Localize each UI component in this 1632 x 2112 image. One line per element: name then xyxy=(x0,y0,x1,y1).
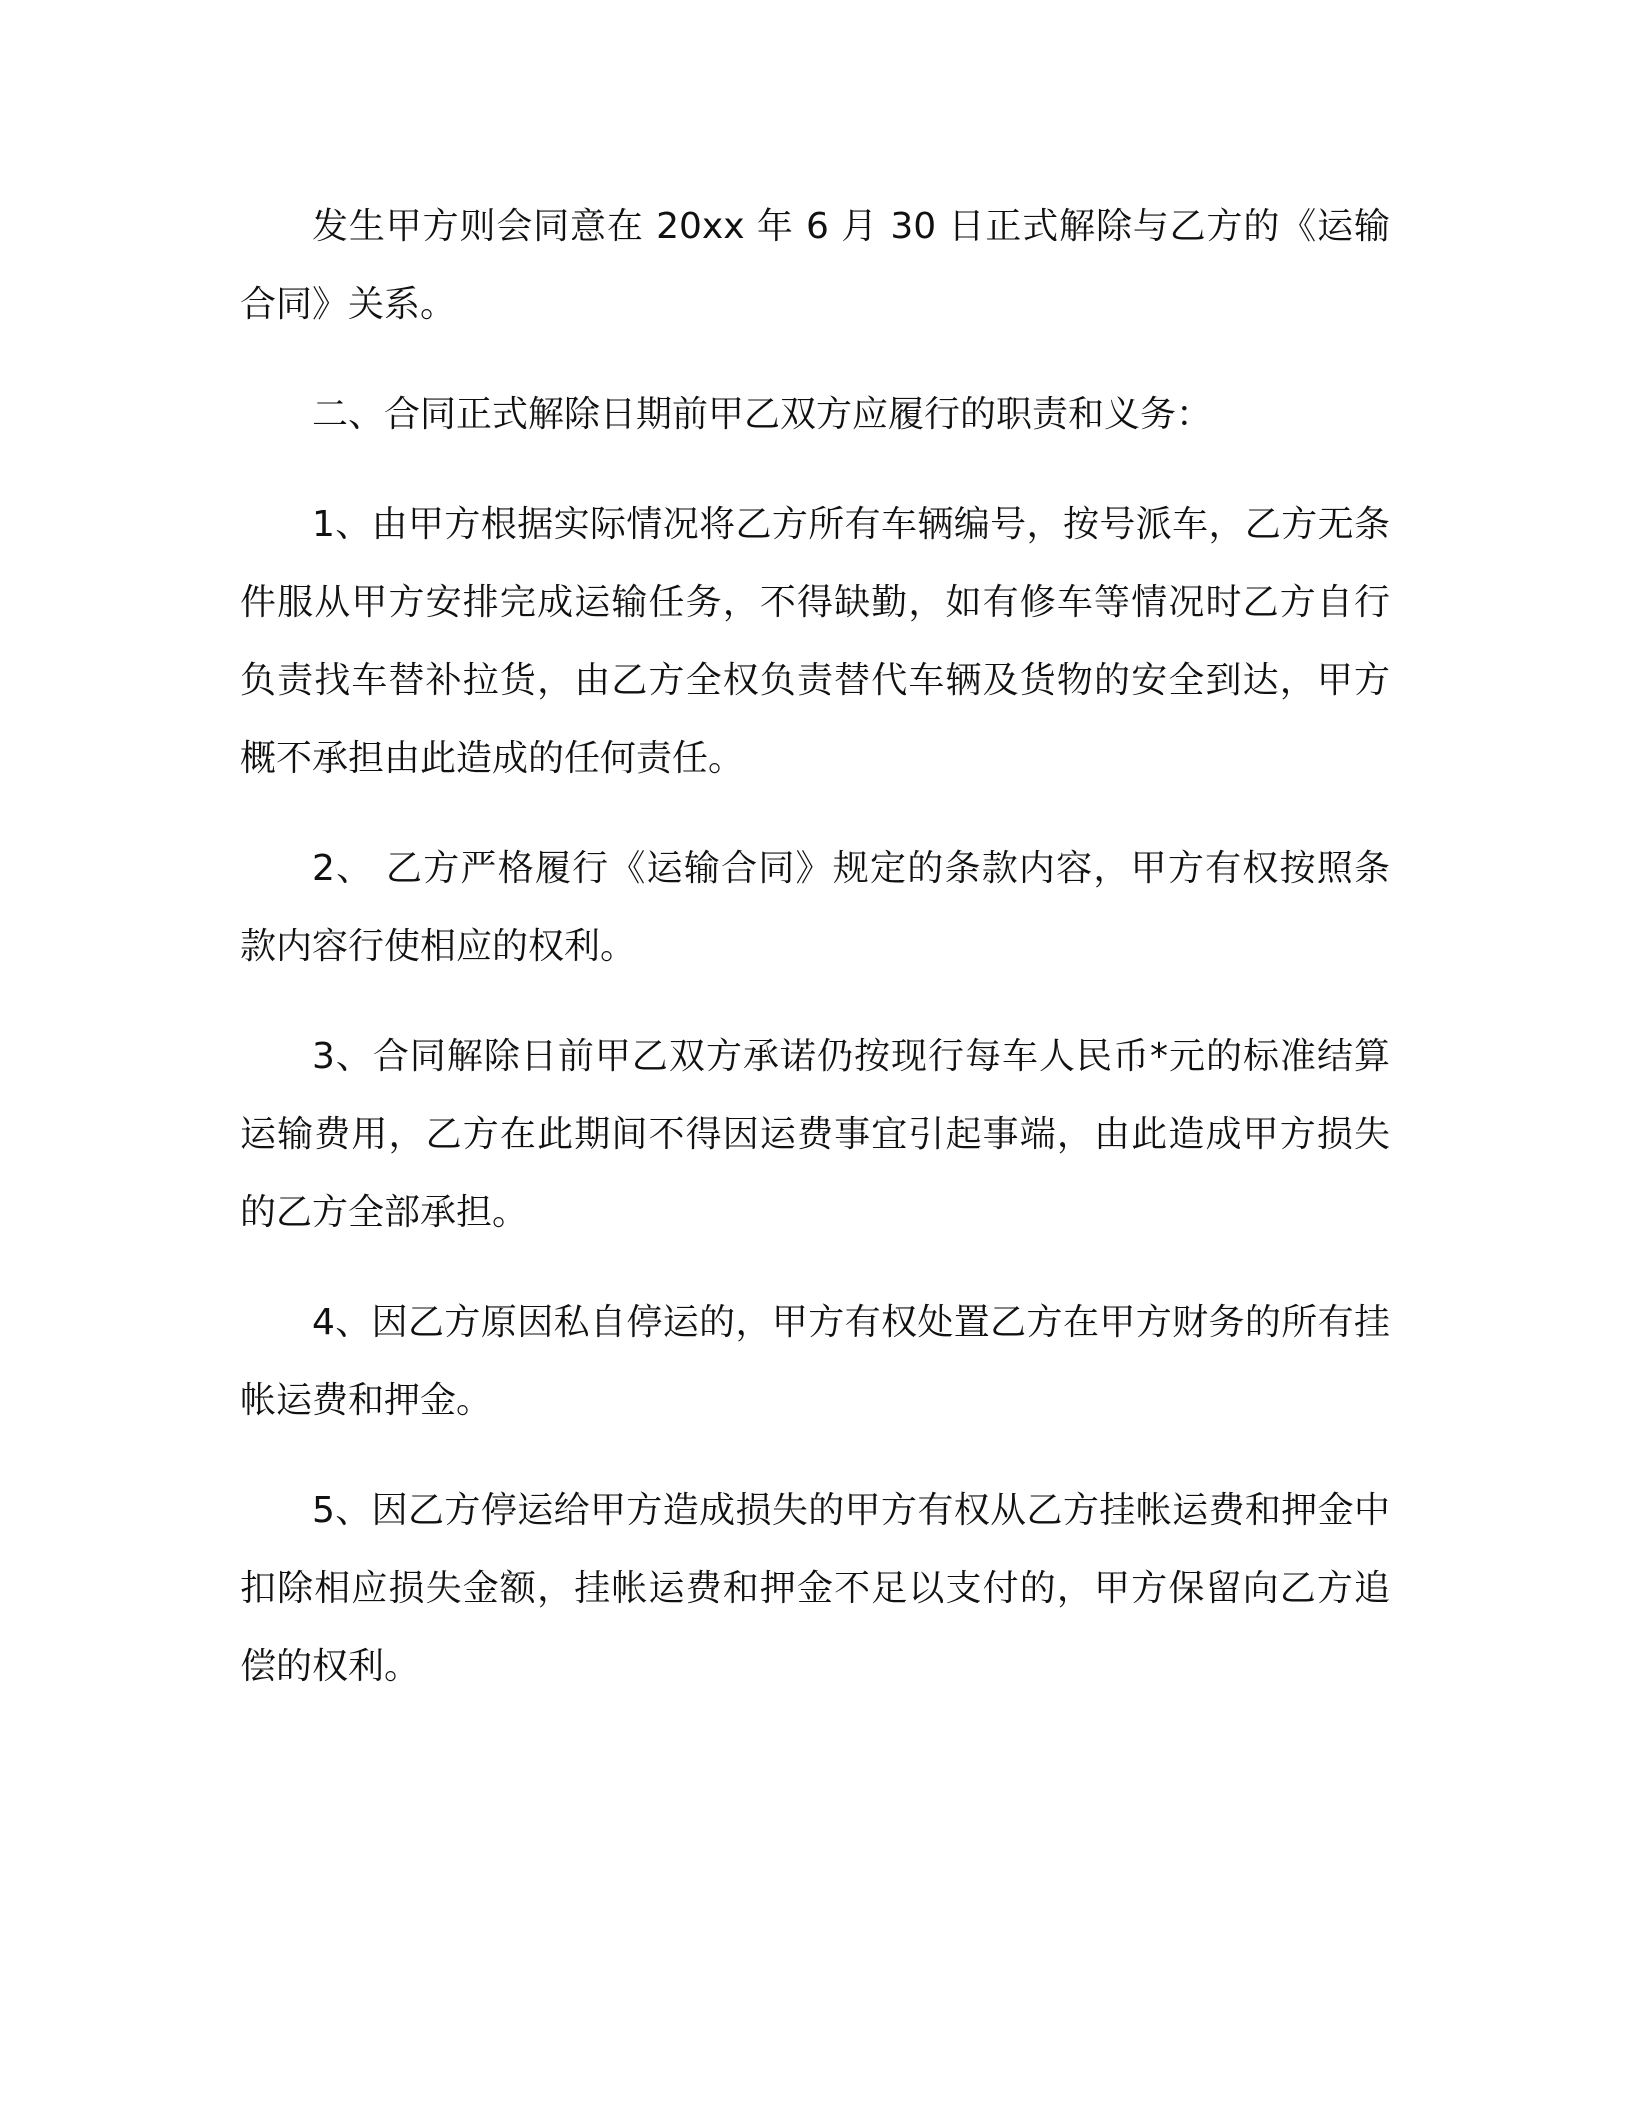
clause-3: 3、合同解除日前甲乙双方承诺仍按现行每车人民币*元的标准结算运输费用，乙方在此期间不得因运费事宜引起事端，由此造成甲方损失的乙方全部承担。 xyxy=(240,1036,1390,1233)
clause-5: 5、因乙方停运给甲方造成损失的甲方有权从乙方挂帐运费和押金中扣除相应损失金额，挂帐运费和押金不足以支付的，甲方保留向乙方追偿的权利。 xyxy=(240,1490,1390,1687)
clause-4: 4、因乙方原因私自停运的，甲方有权处置乙方在甲方财务的所有挂帐运费和押金。 xyxy=(240,1302,1390,1421)
section-heading-obligations: 二、合同正式解除日期前甲乙双方应履行的职责和义务： xyxy=(312,394,1213,435)
paragraph-termination-date: 发生甲方则会同意在 20xx 年 6 月 30 日正式解除与乙方的《运输合同》关系。 xyxy=(240,206,1390,325)
clause-1: 1、由甲方根据实际情况将乙方所有车辆编号，按号派车，乙方无条件服从甲方安排完成运输任务，不得缺勤，如有修车等情况时乙方自行负责找车替补拉货，由乙方全权负责替代车辆及货物的安全到达，甲方概不承担由此造成的任何责任。 xyxy=(240,504,1390,779)
clause-2: 2、 乙方严格履行《运输合同》规定的条款内容，甲方有权按照条款内容行使相应的权利。 xyxy=(240,848,1390,967)
document-body xyxy=(240,188,1390,1738)
